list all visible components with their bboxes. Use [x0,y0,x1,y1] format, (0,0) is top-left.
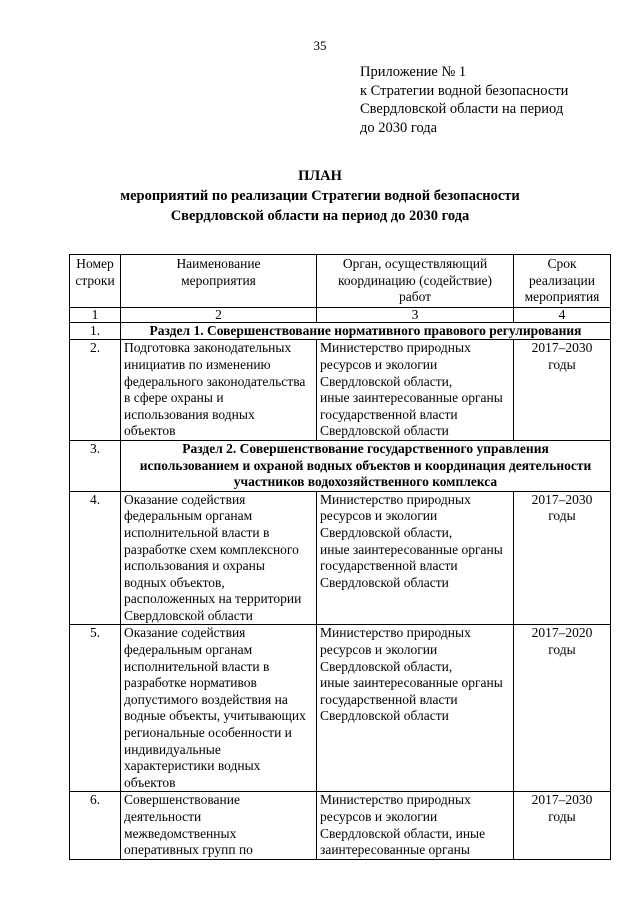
appendix-line: Свердловской области на период [360,101,564,117]
term: 2017–2030 годы [514,792,611,859]
event-name: Подготовка законодательных инициатив по изменению федерального законодательства в сфере охраны и использования водных объектов [121,340,317,441]
section-title: Раздел 1. Совершенствование нормативного правового регулирования [121,322,611,340]
column-number-row [70,307,611,322]
table-header-row [70,255,611,308]
column-number: 1 [70,307,121,322]
section-row [70,440,611,491]
section-row [70,322,611,340]
section-title: Раздел 2. Совершенствование государственного управления использованием и охраной водных объектов и координация деятельности участников водохозяйственного комплекса [121,440,611,491]
plan-table [69,254,611,860]
row-number: 1. [70,322,121,340]
appendix-note [360,63,568,137]
column-number: 4 [514,307,611,322]
table-row [70,792,611,859]
plan-title [0,166,640,226]
header-term: Срок реализации мероприятия [514,255,611,308]
table-row [70,625,611,792]
row-number: 5. [70,625,121,792]
appendix-line: Приложение № 1 [360,64,467,80]
row-number: 3. [70,440,121,491]
coordinating-body: Министерство природных ресурсов и экологии Свердловской области, иные заинтересованные органы государственной власти Свердловской области [317,340,514,441]
term: 2017–2020 годы [514,625,611,792]
header-row-number: Номер строки [70,255,121,308]
coordinating-body: Министерство природных ресурсов и экологии Свердловской области, иные заинтересованные органы [317,792,514,859]
header-event-name: Наименование мероприятия [121,255,317,308]
title-subtitle: Свердловской области на период до 2030 года [170,208,470,224]
event-name: Оказание содействия федеральным органам исполнительной власти в разработке нормативов допустимого воздействия на водные объекты, учитывающих региональные особенности и индивидуальные характеристики водных объектов [121,625,317,792]
title-subtitle: мероприятий по реализации Стратегии водной безопасности [120,188,520,204]
table-row [70,491,611,625]
table-row [70,340,611,441]
event-name: Совершенствование деятельности межведомственных оперативных групп по [121,792,317,859]
page-number: 35 [313,38,327,53]
row-number: 6. [70,792,121,859]
appendix-line: до 2030 года [360,119,438,136]
title-main: ПЛАН [298,168,342,184]
coordinating-body: Министерство природных ресурсов и экологии Свердловской области, иные заинтересованные органы государственной власти Свердловской области [317,491,514,625]
term: 2017–2030 годы [514,491,611,625]
coordinating-body: Министерство природных ресурсов и экологии Свердловской области, иные заинтересованные органы государственной власти Свердловской области [317,625,514,792]
appendix-line: к Стратегии водной безопасности [360,82,569,99]
column-number: 3 [317,307,514,322]
event-name: Оказание содействия федеральным органам исполнительной власти в разработке схем комплексного использования и охраны водных объектов, расположенных на территории Свердловской области [121,491,317,625]
column-number: 2 [121,307,317,322]
header-coordinating-body: Орган, осуществляющий координацию (содействие) работ [317,255,514,308]
term: 2017–2030 годы [514,340,611,441]
row-number: 2. [70,340,121,441]
row-number: 4. [70,491,121,625]
